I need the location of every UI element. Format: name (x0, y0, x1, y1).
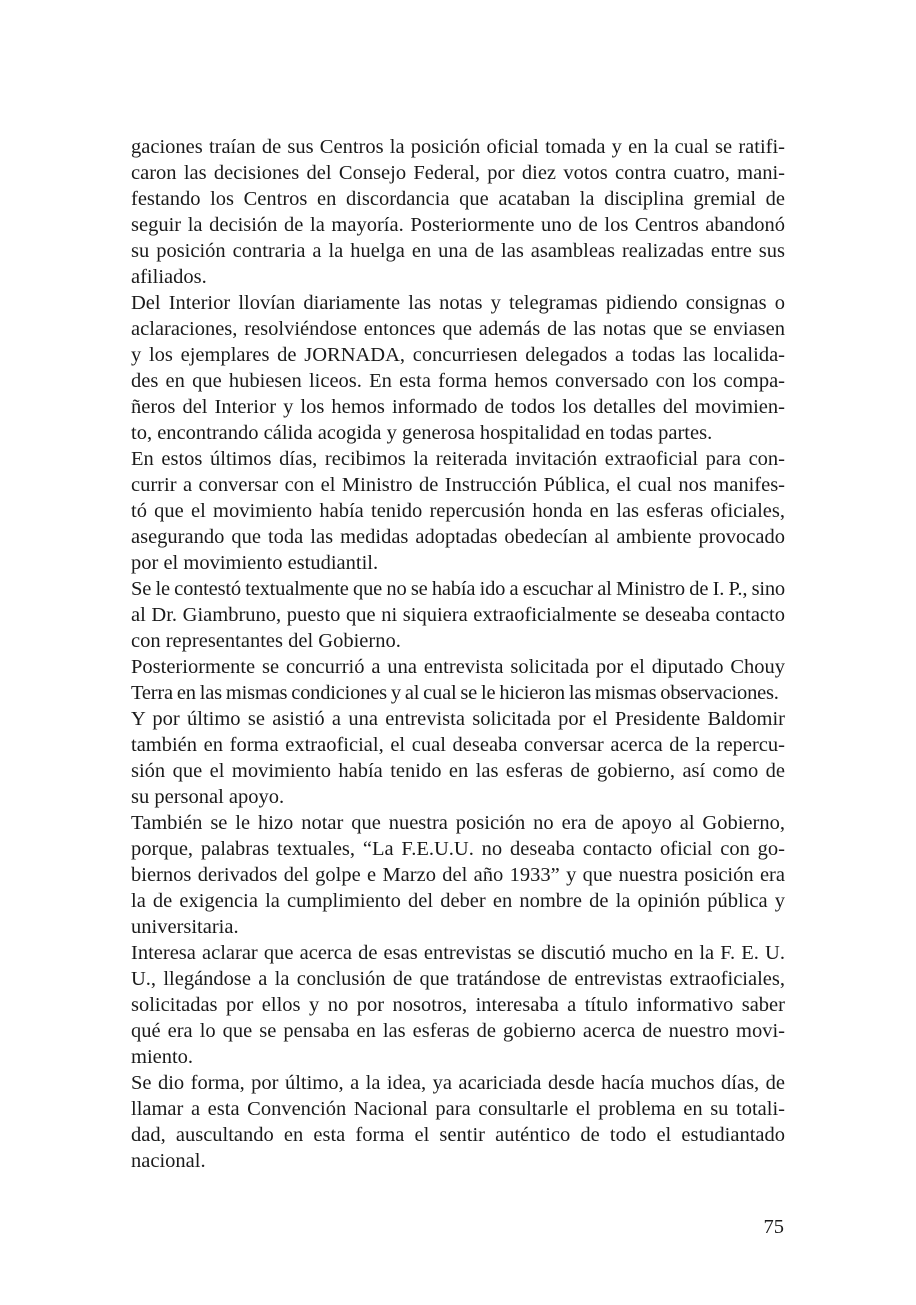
text-line: al Dr. Giambruno, puesto que ni siquiera extraoficialmente se deseaba contacto (131, 604, 785, 626)
text-line: Posteriormente se concurrió a una entrevista solicitada por el diputado Chouy (131, 656, 785, 678)
paragraph (131, 576, 785, 654)
paragraph (131, 940, 785, 1070)
text-line: biernos derivados del golpe e Marzo del año 1933” y que nuestra posición era (131, 864, 785, 886)
paragraph (131, 1070, 785, 1174)
text-line: Interesa aclarar que acerca de esas entrevistas se discutió mucho en la F. E. U. (131, 942, 785, 964)
text-line: solicitadas por ellos y no por nosotros, interesaba a título informativo saber (131, 994, 785, 1016)
text-line: En estos últimos días, recibimos la reiterada invitación extraoficial para con- (131, 448, 785, 470)
text-line: currir a conversar con el Ministro de Instrucción Pública, el cual nos manifes- (131, 474, 785, 496)
text-line: la de exigencia la cumplimiento del deber en nombre de la opinión pública y (131, 890, 785, 912)
text-line: to, encontrando cálida acogida y generosa hospitalidad en todas partes. (131, 422, 713, 444)
body-text (131, 134, 785, 1174)
paragraph (131, 290, 785, 446)
text-line: llamar a esta Convención Nacional para consultarle el problema en su totali- (131, 1098, 785, 1120)
text-line: Del Interior llovían diariamente las notas y telegramas pidiendo consignas o (131, 292, 785, 314)
text-line: su personal apoyo. (131, 786, 285, 808)
text-line: Terra en las mismas condiciones y al cual se le hicieron las mismas observaciones. (131, 682, 779, 704)
text-line: U., llegándose a la conclusión de que tratándose de entrevistas extraoficiales, (131, 968, 785, 990)
text-line: Se le contestó textualmente que no se había ido a escuchar al Ministro de I. P., sino (131, 578, 785, 600)
text-line: seguir la decisión de la mayoría. Posteriormente uno de los Centros abandonó (131, 214, 785, 236)
text-line: miento. (131, 1046, 194, 1068)
text-line: aclaraciones, resolviéndose entonces que además de las notas que se enviasen (131, 318, 785, 340)
text-line: festando los Centros en discordancia que acataban la disciplina gremial de (131, 188, 785, 210)
text-line: afiliados. (131, 266, 207, 288)
text-line: Y por último se asistió a una entrevista solicitada por el Presidente Baldomir (131, 708, 785, 730)
paragraph (131, 134, 785, 290)
paragraph (131, 706, 785, 810)
text-line: porque, palabras textuales, “La F.E.U.U. no deseaba contacto oficial con go- (131, 838, 785, 860)
text-line: nacional. (131, 1150, 206, 1172)
text-line: caron las decisiones del Consejo Federal, por diez votos contra cuatro, mani- (131, 162, 785, 184)
text-line: gaciones traían de sus Centros la posición oficial tomada y en la cual se ratifi- (131, 136, 785, 158)
text-line: con representantes del Gobierno. (131, 630, 401, 652)
text-line: sión que el movimiento había tenido en las esferas de gobierno, así como de (131, 760, 785, 782)
text-line: des en que hubiesen liceos. En esta forma hemos conversado con los compa- (131, 370, 785, 392)
text-line: asegurando que toda las medidas adoptadas obedecían al ambiente provocado (131, 526, 785, 548)
text-line: y los ejemplares de JORNADA, concurriesen delegados a todas las localida- (131, 344, 785, 366)
text-line: por el movimiento estudiantil. (131, 552, 379, 574)
text-line: También se le hizo notar que nuestra posición no era de apoyo al Gobierno, (131, 812, 785, 834)
text-line: universitaria. (131, 916, 239, 938)
paragraph (131, 654, 785, 706)
text-line: dad, auscultando en esta forma el sentir auténtico de todo el estudiantado (131, 1124, 785, 1146)
text-line: su posición contraria a la huelga en una de las asambleas realizadas entre sus (131, 240, 785, 262)
paragraph (131, 446, 785, 576)
text-line: ñeros del Interior y los hemos informado de todos los detalles del movimien- (131, 396, 785, 418)
text-line: qué era lo que se pensaba en las esferas de gobierno acerca de nuestro movi- (131, 1020, 785, 1042)
text-line: también en forma extraoficial, el cual deseaba conversar acerca de la repercu- (131, 734, 785, 756)
text-line: tó que el movimiento había tenido repercusión honda en las esferas oficiales, (131, 500, 785, 522)
page-number: 75 (763, 1216, 784, 1238)
text-line: Se dio forma, por último, a la idea, ya acariciada desde hacía muchos días, de (131, 1072, 785, 1094)
paragraph (131, 810, 785, 940)
